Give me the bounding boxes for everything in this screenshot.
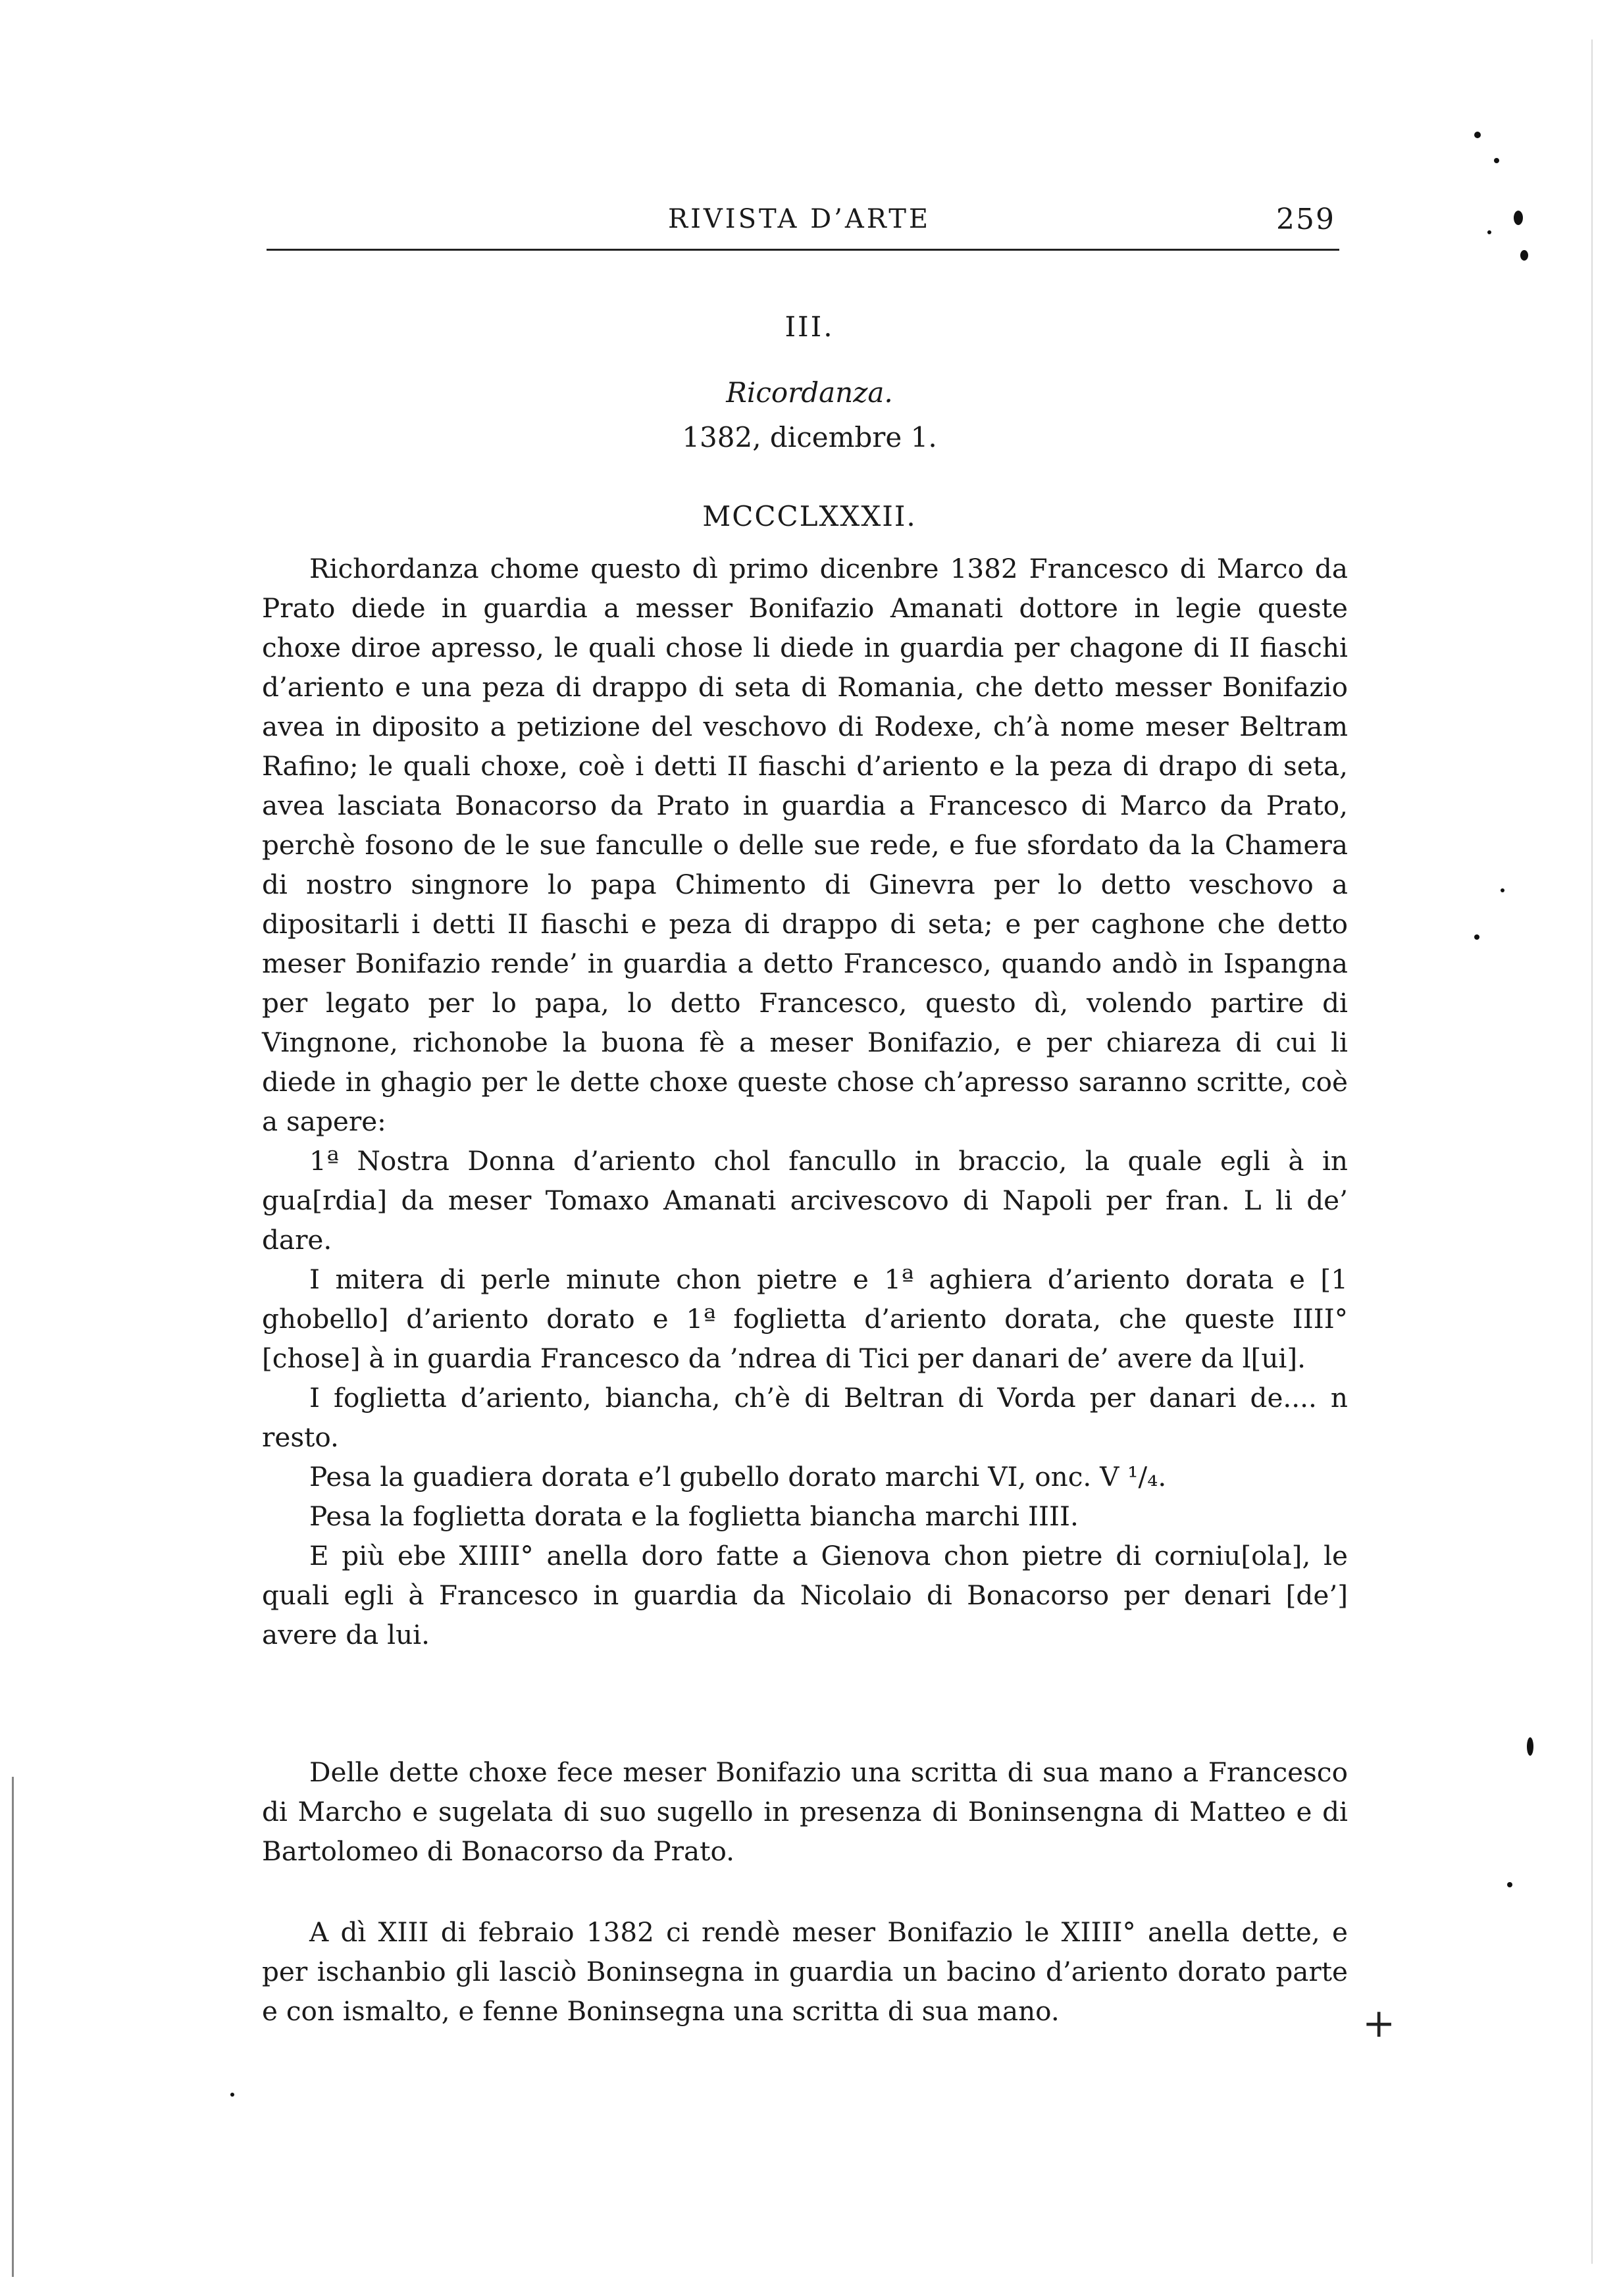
right-edge-shadow (1591, 39, 1593, 2264)
paragraph-scritta-text: Delle dette choxe fece meser Bonifazio una scritta di sua mano a Francesco di Marcho e sugelata di suo sugello in presenza di Boninsengna di Matteo e di Bartolomeo di Bonacorso da Prato. (262, 1756, 1348, 1867)
date-line: 1382, dicembre 1. (682, 421, 937, 453)
item-mitera: I mitera di perle minute chon pietre e 1ª aghiera d’ariento dorata e [1 ghobello] d’ariento dorato e 1ª foglietta d’ariento dorata, che queste IIII° [chose] à in guardia Francesco da ’ndrea di Tici per danari de’ avere da l[ui]. (262, 1263, 1348, 1374)
running-header (267, 197, 1339, 237)
ink-speck (1487, 230, 1491, 234)
ink-speck (1507, 1882, 1512, 1887)
margin-cross-icon: + (1362, 2001, 1396, 2047)
weight-foglietta: Pesa la foglietta dorata e la foglietta biancha marchi IIII. (309, 1500, 1079, 1532)
paragraph-febraio (262, 1912, 1348, 2031)
paragraph-intro: Richordanza chome questo dì primo dicenbre 1382 Francesco di Marco da Prato diede in guardia a messer Bonifazio Amanati dottore in legie queste choxe diroe apresso, le quali chose li diede in guardia per chagone di II fiaschi d’ariento e una peza di drappo di seta di Romania, che detto messer Bonifazio avea in diposito a petizione del veschovo di Rodexe, ch’à nome meser Beltram Rafino; le quali choxe, coè i detti II fiaschi d’ariento e la peza di drapo di seta, avea lasciata Bonacorso da Prato in guardia a Francesco di Marco da Prato, perchè fosono de le sue fanculle o delle sue rede, e fue sfordato da la Chamera di nostro singnore lo papa Chimento di Ginevra per lo detto veschovo a dipositarli i detti II fiaschi e peza di drappo di seta; e per caghone che detto meser Bonifazio rende’ in guardia a detto Francesco, quando andò in Ispangna per legato per lo papa, lo detto Francesco, questo dì, volendo partire di Vingnone, richonobe la buona fè a meser Bonifazio, e per chiareza di cui li diede in ghagio per le dette choxe queste chose ch’apresso saranno scritte, coè a sapere: (262, 553, 1348, 1137)
item-foglietta: I foglietta d’ariento, biancha, ch’è di Beltran di Vorda per danari de.... n resto. (262, 1382, 1348, 1453)
journal-title: RIVISTA D’ARTE (668, 204, 931, 234)
ink-speck (1514, 211, 1523, 225)
page-number: 259 (1276, 203, 1335, 236)
paragraph-scritta (262, 1752, 1348, 1871)
header-rule (267, 249, 1339, 251)
ink-speck (1474, 132, 1481, 138)
section-title: Ricordanza. (726, 376, 893, 409)
paragraph-febraio-text: A dì XIII di febraio 1382 ci rendè meser Bonifazio le XIIII° anella dette, e per ischanbio gli lasciò Boninsegna in guardia un bacino d’ariento dorato parte e con ismalto, e fenne Boninsegna una scritta di sua mano. (262, 1916, 1348, 2027)
ink-speck (230, 2093, 234, 2097)
item-anella: E più ebe XIIII° anella doro fatte a Gienova chon pietre di corniu[ola], le quali egli à Francesco in guardia da Nicolaio di Bonacorso per denari [de’] avere da lui. (262, 1540, 1348, 1650)
ink-speck (1494, 158, 1499, 163)
section-number: III. (784, 311, 835, 343)
ink-speck (1527, 1737, 1533, 1756)
main-entry (262, 549, 1348, 1654)
ink-speck (1474, 934, 1479, 940)
ink-speck (1501, 888, 1504, 892)
left-edge-shadow (12, 1777, 14, 2277)
weight-guadiera: Pesa la guadiera dorata e’l gubello dorato marchi VI, onc. V ¹/₄. (309, 1461, 1167, 1492)
year-heading: MCCCLXXXII. (702, 500, 917, 532)
ink-speck (1520, 250, 1528, 261)
item-madonna: 1ª Nostra Donna d’ariento chol fancullo in braccio, la quale egli à in gua[rdia] da meser Tomaxo Amanati arcivescovo di Napoli per fran. L li de’ dare. (262, 1145, 1348, 1256)
